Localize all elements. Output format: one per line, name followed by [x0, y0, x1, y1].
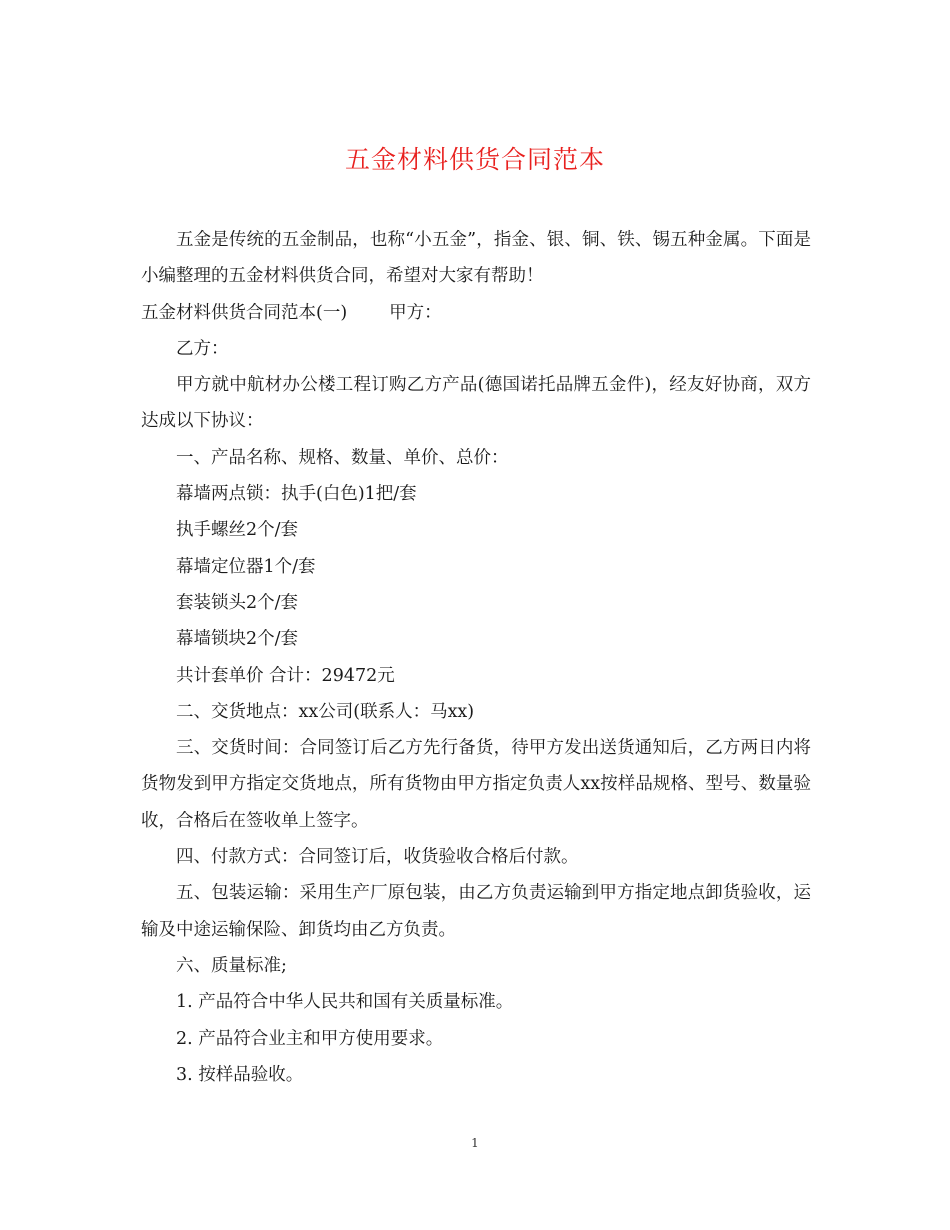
item-line: 套装锁头2个/套 [176, 592, 299, 613]
item-line: 幕墙两点锁：执手(白色)1把/套 [176, 484, 417, 505]
clause-4: 四、付款方式：合同签订后，收货验收合格后付款。 [176, 847, 579, 868]
preamble-paragraph: 甲方就中航材办公楼工程订购乙方产品(德国诺托品牌五金件)，经友好协商，双方达成以下协议： [141, 375, 811, 432]
quality-item: 2. 产品符合业主和甲方使用要求。 [176, 1028, 444, 1049]
party-b-label: 乙方： [176, 338, 229, 359]
item-line: 幕墙定位器1个/套 [176, 556, 316, 577]
section-heading: 五金材料供货合同范本(一) [141, 302, 348, 323]
total-line: 共计套单价 合计：29472元 [176, 665, 395, 686]
section-heading-line [141, 295, 811, 331]
document-title: 五金材料供货合同范本 [344, 145, 605, 174]
document-body [141, 222, 811, 1093]
clause-6: 六、质量标准; [176, 955, 287, 976]
clause-2: 二、交货地点：xx公司(联系人：马xx) [176, 701, 475, 722]
item-line: 幕墙锁块2个/套 [176, 629, 299, 650]
page-number: 1 [471, 1136, 479, 1150]
clause-3: 三、交货时间：合同签订后乙方先行备货，待甲方发出送货通知后，乙方两日内将货物发到甲方指定交货地点，所有货物由甲方指定负责人xx按样品规格、型号、数量验收，合格后在签收单上签字。 [141, 738, 811, 831]
quality-item: 1. 产品符合中华人民共和国有关质量标准。 [176, 992, 514, 1013]
clause-1: 一、产品名称、规格、数量、单价、总价： [176, 447, 509, 468]
quality-item: 3. 按样品验收。 [176, 1064, 304, 1085]
item-line: 执手螺丝2个/套 [176, 520, 299, 541]
clause-5: 五、包装运输：采用生产厂原包装，由乙方负责运输到甲方指定地点卸货验收，运输及中途运输保险、卸货均由乙方负责。 [141, 883, 811, 940]
party-a-label: 甲方： [389, 302, 442, 323]
intro-paragraph: 五金是传统的五金制品，也称“小五金”，指金、银、铜、铁、锡五种金属。下面是小编整理的五金材料供货合同，希望对大家有帮助！ [141, 230, 811, 287]
